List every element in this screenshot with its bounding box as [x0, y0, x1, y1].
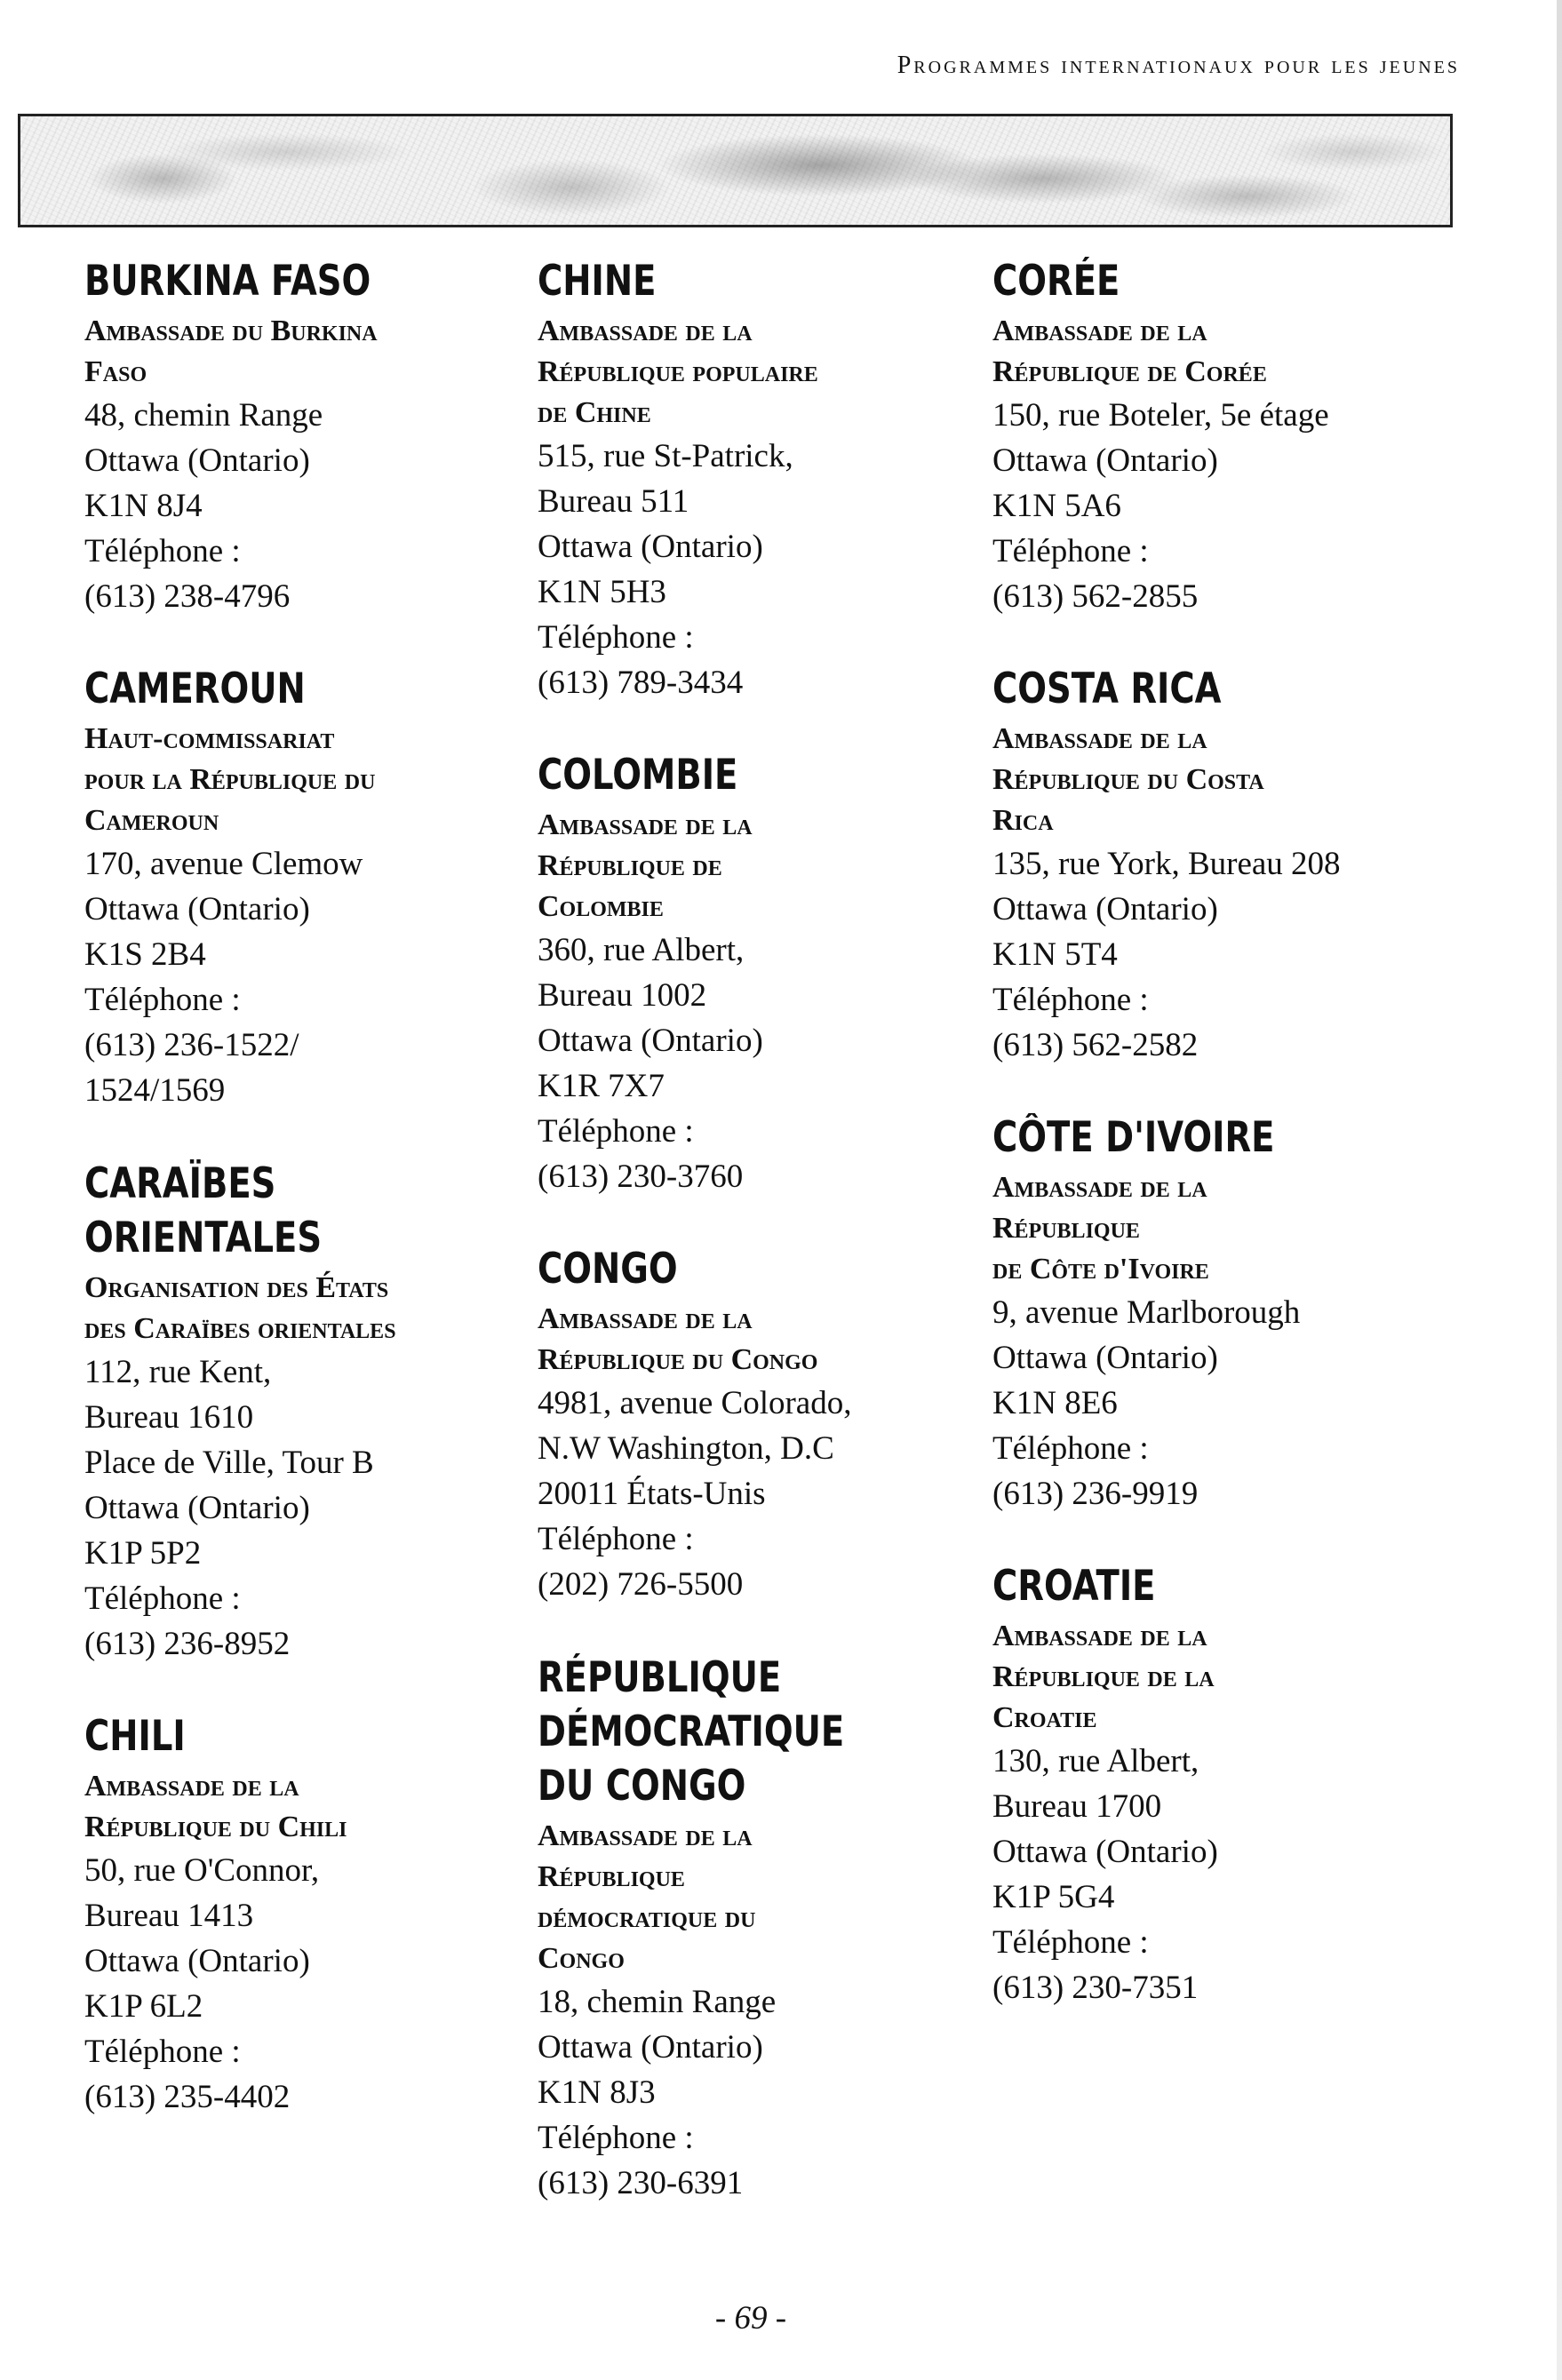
address-line: Ottawa (Ontario) — [992, 1340, 1218, 1376]
institution-name: Rica — [992, 804, 1054, 837]
country-heading: CHILI — [84, 1712, 186, 1761]
address-line: 170, avenue Clemow — [84, 846, 363, 882]
address-line: K1N 8J3 — [538, 2074, 656, 2111]
address-line: 48, chemin Range — [84, 397, 323, 434]
address-line: Bureau 1413 — [84, 1898, 254, 1934]
institution-name: Ambassade du Burkina — [84, 314, 378, 347]
address-line: Ottawa (Ontario) — [538, 2029, 763, 2066]
column-3 — [992, 258, 1419, 2057]
country-heading: ORIENTALES — [84, 1214, 323, 1262]
address-entry — [538, 1246, 964, 1607]
address-line: Ottawa (Ontario) — [84, 1943, 310, 1979]
address-entry — [538, 1653, 964, 2206]
address-line: Téléphone : — [992, 982, 1149, 1018]
country-heading: DÉMOCRATIQUE — [538, 1707, 845, 1756]
scan-edge — [1557, 0, 1562, 2380]
address-line: 20011 États-Unis — [538, 1476, 766, 1512]
address-line: Téléphone : — [84, 2034, 241, 2070]
address-line: 9, avenue Marlborough — [992, 1294, 1301, 1331]
institution-name: Croatie — [992, 1701, 1097, 1734]
country-heading: CORÉE — [992, 257, 1120, 306]
address-line: 1524/1569 — [84, 1072, 226, 1109]
page-number: - 69 - — [714, 2300, 787, 2336]
decorative-banner — [18, 114, 1453, 227]
institution-name: Ambassade de la — [538, 314, 753, 347]
country-heading: CAMEROUN — [84, 665, 306, 713]
country-heading: CROATIE — [992, 1562, 1156, 1611]
address-line: K1N 5A6 — [992, 488, 1121, 524]
address-line: Téléphone : — [992, 1924, 1149, 1961]
country-heading: COLOMBIE — [538, 751, 738, 800]
institution-name: République de Corée — [992, 355, 1267, 388]
address-line: (613) 789-3434 — [538, 665, 744, 701]
address-line: Téléphone : — [538, 2120, 694, 2156]
institution-name: République du Costa — [992, 763, 1264, 796]
address-entry — [538, 752, 964, 1199]
institution-name: République du Congo — [538, 1343, 818, 1376]
address-line: Ottawa (Ontario) — [538, 529, 763, 565]
address-line: Place de Ville, Tour B — [84, 1445, 374, 1481]
address-line: 50, rue O'Connor, — [84, 1852, 320, 1889]
institution-name: Ambassade de la — [538, 808, 753, 841]
address-line: Téléphone : — [992, 533, 1149, 569]
country-heading: RÉPUBLIQUE — [538, 1653, 782, 1702]
institution-name: Ambassade de la — [538, 1302, 753, 1335]
country-heading: COSTA RICA — [992, 665, 1222, 713]
institution-name: Ambassade de la — [992, 722, 1207, 755]
address-line: Ottawa (Ontario) — [992, 442, 1218, 479]
institution-name: Ambassade de la — [992, 1171, 1207, 1204]
address-line: Téléphone : — [84, 982, 241, 1018]
institution-name: République — [538, 1860, 685, 1893]
address-line: N.W Washington, D.C — [538, 1430, 834, 1467]
address-entry — [992, 258, 1419, 619]
address-line: 360, rue Albert, — [538, 932, 745, 968]
institution-name: République populaire — [538, 355, 818, 388]
address-line: (613) 562-2855 — [992, 578, 1199, 615]
institution-name: Cameroun — [84, 804, 219, 837]
address-line: Téléphone : — [538, 1113, 694, 1150]
institution-name: Congo — [538, 1942, 625, 1975]
address-line: K1S 2B4 — [84, 936, 206, 973]
address-line: (613) 235-4402 — [84, 2079, 291, 2115]
institution-name: Organisation des États — [84, 1271, 389, 1304]
address-entry — [84, 665, 511, 1113]
address-line: Téléphone : — [84, 1580, 241, 1617]
country-heading: CARAÏBES — [84, 1159, 276, 1208]
country-heading: CONGO — [538, 1245, 678, 1293]
institution-name: Faso — [84, 355, 147, 388]
country-heading: CHINE — [538, 257, 657, 306]
institution-name: République — [992, 1212, 1140, 1245]
address-line: 515, rue St-Patrick, — [538, 438, 793, 474]
institution-name: Colombie — [538, 890, 664, 923]
address-line: (613) 230-3760 — [538, 1158, 744, 1195]
institution-name: Ambassade de la — [538, 1819, 753, 1852]
address-line: Ottawa (Ontario) — [84, 1490, 310, 1526]
address-line: 18, chemin Range — [538, 1984, 777, 2020]
address-line: K1N 5H3 — [538, 574, 666, 610]
address-line: Ottawa (Ontario) — [84, 891, 310, 927]
column-1 — [84, 258, 511, 2166]
institution-name: République du Chili — [84, 1811, 347, 1843]
address-entry — [84, 1713, 511, 2120]
address-entry — [538, 258, 964, 705]
institution-name: Ambassade de la — [992, 314, 1207, 347]
address-line: (613) 236-9919 — [992, 1476, 1199, 1512]
address-line: Téléphone : — [84, 533, 241, 569]
country-heading: DU CONGO — [538, 1762, 746, 1811]
country-heading: CÔTE D'IVOIRE — [992, 1113, 1275, 1162]
address-line: 130, rue Albert, — [992, 1743, 1199, 1779]
institution-name: démocratique du — [538, 1901, 756, 1934]
address-line: (613) 238-4796 — [84, 578, 291, 615]
address-line: K1P 6L2 — [84, 1988, 203, 2025]
institution-name: Haut-commissariat — [84, 722, 335, 755]
address-entry — [84, 258, 511, 619]
address-line: Ottawa (Ontario) — [992, 891, 1218, 927]
address-entry — [992, 1563, 1419, 2010]
address-line: Bureau 1700 — [992, 1788, 1162, 1825]
institution-name: République de — [538, 849, 722, 882]
institution-name: pour la République du — [84, 763, 376, 796]
address-line: (613) 230-6391 — [538, 2165, 744, 2201]
address-line: K1P 5P2 — [84, 1535, 202, 1572]
address-line: 150, rue Boteler, 5e étage — [992, 397, 1329, 434]
address-line: K1N 8J4 — [84, 488, 203, 524]
address-line: K1N 5T4 — [992, 936, 1118, 973]
address-line: K1P 5G4 — [992, 1879, 1115, 1915]
address-line: Bureau 1610 — [84, 1399, 254, 1436]
institution-name: des Caraïbes orientales — [84, 1312, 396, 1345]
running-head: Programmes internationaux pour les jeunes — [897, 52, 1460, 79]
address-line: K1N 8E6 — [992, 1385, 1118, 1421]
address-line: (613) 236-1522/ — [84, 1027, 299, 1063]
address-line: K1R 7X7 — [538, 1068, 665, 1104]
institution-name: Ambassade de la — [992, 1620, 1207, 1652]
institution-name: de Côte d'Ivoire — [992, 1253, 1209, 1286]
address-line: 112, rue Kent, — [84, 1354, 272, 1390]
address-line: (613) 562-2582 — [992, 1027, 1199, 1063]
address-line: Téléphone : — [992, 1430, 1149, 1467]
address-line: Téléphone : — [538, 1521, 694, 1557]
address-line: Ottawa (Ontario) — [538, 1023, 763, 1059]
address-line: Téléphone : — [538, 619, 694, 656]
address-line: (613) 236-8952 — [84, 1626, 291, 1662]
address-entry — [992, 1114, 1419, 1516]
column-2 — [538, 258, 964, 2252]
address-entry — [84, 1159, 511, 1667]
institution-name: Ambassade de la — [84, 1770, 299, 1803]
address-line: 4981, avenue Colorado, — [538, 1385, 852, 1421]
address-line: 135, rue York, Bureau 208 — [992, 846, 1341, 882]
address-line: (202) 726-5500 — [538, 1566, 744, 1603]
address-line: (613) 230-7351 — [992, 1970, 1199, 2006]
institution-name: République de la — [992, 1660, 1215, 1693]
address-line: Ottawa (Ontario) — [992, 1834, 1218, 1870]
institution-name: de Chine — [538, 396, 651, 429]
country-heading: BURKINA FASO — [84, 257, 371, 306]
address-line: Bureau 1002 — [538, 977, 707, 1014]
address-line: Ottawa (Ontario) — [84, 442, 310, 479]
address-line: Bureau 511 — [538, 483, 689, 520]
address-entry — [992, 665, 1419, 1068]
